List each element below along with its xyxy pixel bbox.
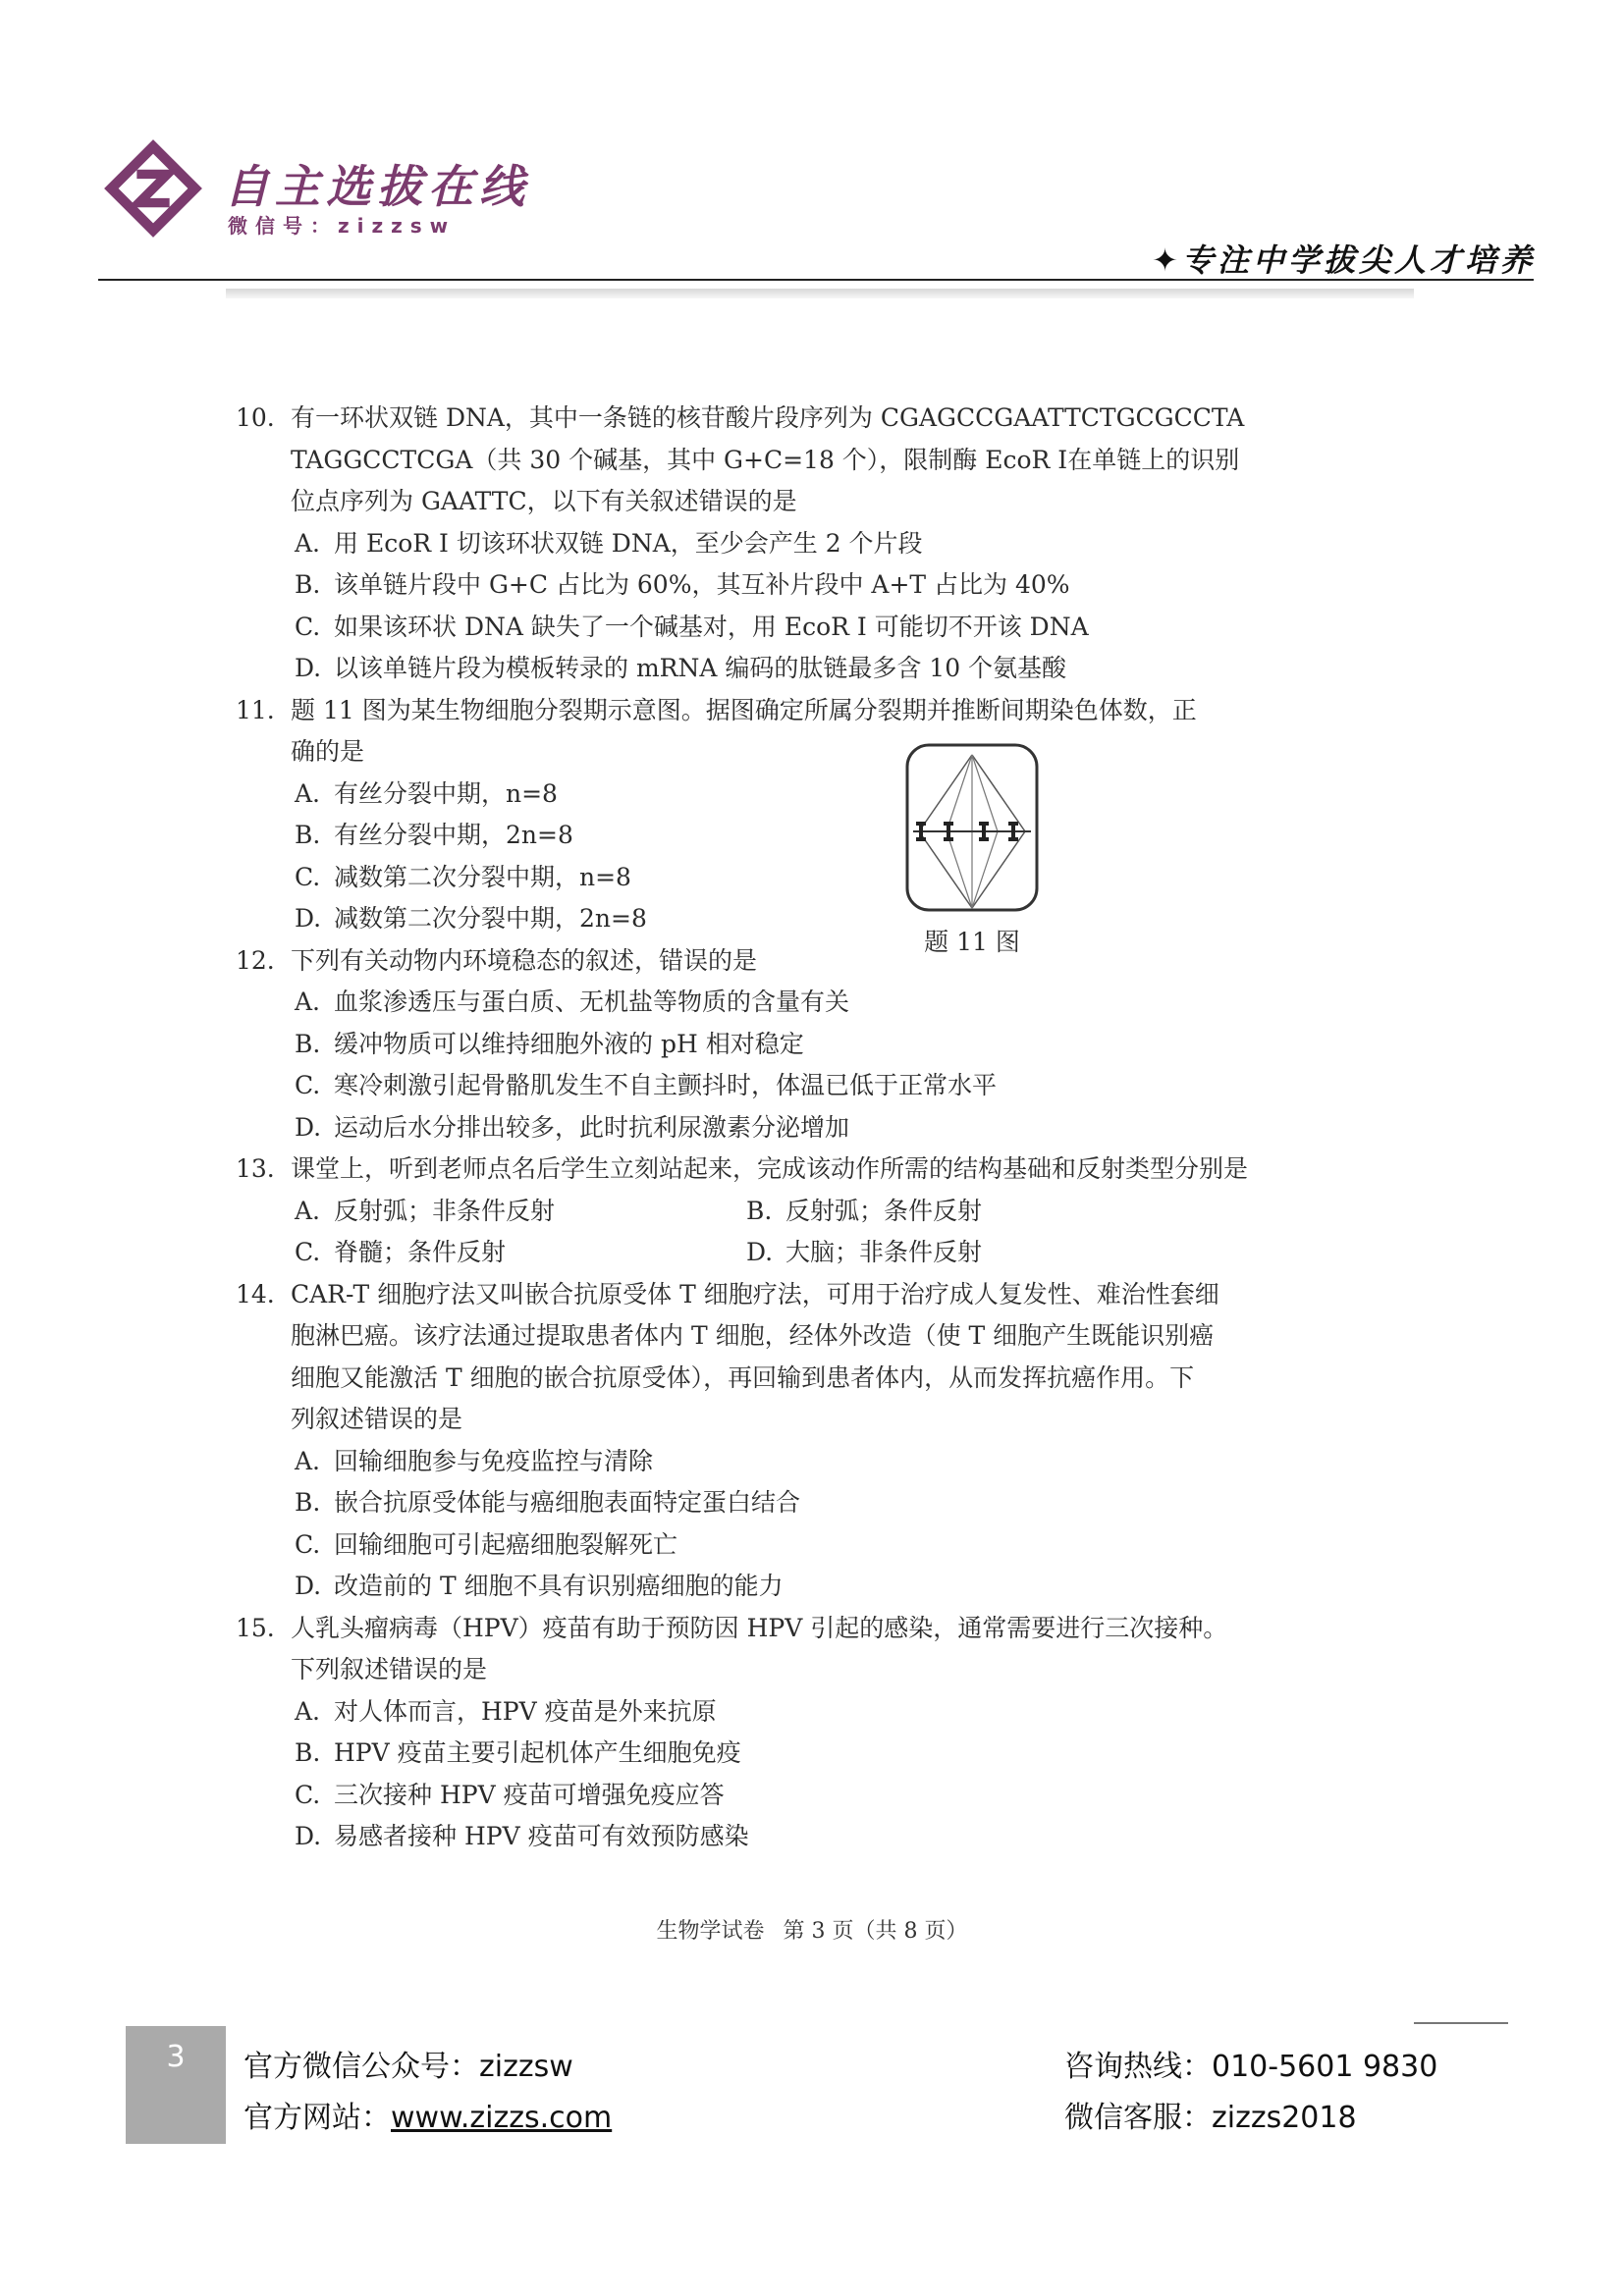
option-b: B. 嵌合抗原受体能与癌细胞表面特定蛋白结合 (295, 1488, 801, 1517)
footer-website (244, 2093, 612, 2136)
option-b: B. HPV 疫苗主要引起机体产生细胞免疫 (295, 1738, 741, 1767)
option-b: B. 该单链片段中 G+C 占比为 60%，其互补片段中 A+T 占比为 40% (295, 570, 1070, 599)
scan-shadow (226, 289, 1414, 298)
question-number: 13. (236, 1154, 275, 1183)
question-text-line: 人乳头瘤病毒（HPV）疫苗有助于预防因 HPV 引起的感染，通常需要进行三次接种。 (291, 1613, 1228, 1642)
question-number: 12. (236, 945, 275, 975)
question-text-line: 细胞又能激活 T 细胞的嵌合抗原受体），再回输到患者体内，从而发挥抗癌作用。下 (291, 1362, 1195, 1392)
option-b: B. 反射弧；条件反射 (746, 1196, 983, 1225)
footer-wechat (244, 2042, 573, 2085)
footer-hotline-label: 咨询热线： (1064, 2050, 1212, 2084)
question-number: 10. (236, 403, 275, 432)
question-text-line: TAGGCCTCGA（共 30 个碱基，其中 G+C=18 个），限制酶 EcoR Ⅰ在单链上的识别 (291, 445, 1240, 474)
figure-caption: 题 11 图 (924, 927, 1020, 956)
logo-icon (102, 137, 204, 240)
footer-website-link[interactable]: www.zizzs.com (391, 2101, 613, 2135)
question-text-line: 胞淋巴癌。该疗法通过提取患者体内 T 细胞，经体外改造（使 T 细胞产生既能识别癌 (291, 1321, 1215, 1350)
options-row (236, 1232, 1237, 1274)
footer-service-value: zizzs2018 (1212, 2101, 1357, 2135)
footer-hotline (1064, 2042, 1437, 2085)
question-number: 15. (236, 1613, 275, 1642)
question-10 (236, 398, 1245, 690)
option-a: A. 回输细胞参与免疫监控与清除 (295, 1446, 654, 1475)
page-header (0, 0, 1624, 294)
question-text-line: 课堂上，听到老师点名后学生立刻站起来，完成该动作所需的结构基础和反射类型分别是 (291, 1154, 1249, 1183)
slogan-mark-icon: ✦ (1152, 241, 1182, 279)
option-a: A. 用 EcoR Ⅰ 切该环状双链 DNA，至少会产生 2 个片段 (295, 528, 923, 558)
question-14 (236, 1274, 1237, 1608)
option-a: A. 有丝分裂中期，n=8 (295, 778, 558, 808)
option-b: B. 有丝分裂中期，2n=8 (295, 821, 573, 849)
question-text-line: 下列有关动物内环境稳态的叙述，错误的是 (291, 945, 758, 975)
exam-subject: 生物学试卷 (656, 1919, 765, 1944)
question-number: 11. (236, 695, 275, 724)
option-a: A. 反射弧；非条件反射 (295, 1196, 556, 1225)
exam-page-footer (0, 1914, 1624, 1945)
footer-website-label: 官方网站： (244, 2101, 391, 2135)
footer-wechat-value: zizzsw (479, 2050, 573, 2084)
footer-wechat-label: 官方微信公众号： (244, 2050, 479, 2084)
option-d: D. 改造前的 T 细胞不具有识别癌细胞的能力 (295, 1572, 784, 1600)
option-d: D. 运动后水分排出较多，此时抗利尿激素分泌增加 (295, 1112, 850, 1142)
question-text-line: 位点序列为 GAATTC，以下有关叙述错误的是 (291, 487, 797, 515)
question-text-line: 确的是 (291, 737, 365, 766)
question-text-line: 题 11 图为某生物细胞分裂期示意图。据图确定所属分裂期并推断间期染色体数，正 (291, 695, 1197, 724)
option-a: A. 血浆渗透压与蛋白质、无机盐等物质的含量有关 (295, 988, 850, 1016)
options-row (236, 1191, 1237, 1233)
option-c: C. 脊髓；条件反射 (295, 1238, 507, 1266)
exam-page-indicator: 第 3 页（共 8 页） (783, 1919, 968, 1944)
question-text-line: 下列叙述错误的是 (291, 1655, 488, 1683)
footer-service-label: 微信客服： (1064, 2101, 1212, 2135)
option-c: C. 寒冷刺激引起骨骼肌发生不自主颤抖时，体温已低于正常水平 (295, 1071, 998, 1099)
option-d: D. 减数第二次分裂中期，2n=8 (295, 904, 647, 933)
question-text-line: 有一环状双链 DNA，其中一条链的核苷酸片段序列为 CGAGCCGAATTCTGCGCCTA (291, 403, 1245, 432)
option-c: C. 如果该环状 DNA 缺失了一个碱基对，用 EcoR Ⅰ 可能切不开该 DNA (295, 612, 1089, 641)
header-divider (98, 279, 1534, 281)
question-15 (236, 1608, 1237, 1858)
footer-divider (1414, 2022, 1508, 2024)
question-12 (236, 940, 1237, 1149)
option-a: A. 对人体而言，HPV 疫苗是外来抗原 (295, 1696, 717, 1726)
question-number: 14. (236, 1279, 275, 1308)
question-text-line: 列叙述错误的是 (291, 1405, 463, 1433)
page-number-badge: 3 (126, 2026, 226, 2144)
footer-hotline-value: 010-5601 9830 (1212, 2050, 1438, 2084)
header-slogan: ✦专注中学拔尖人才培养 (1152, 241, 1536, 279)
option-c: C. 减数第二次分裂中期，n=8 (295, 862, 631, 891)
option-b: B. 缓冲物质可以维持细胞外液的 pH 相对稳定 (295, 1029, 804, 1058)
spindle-diagram (903, 741, 1041, 918)
logo-subtitle: 微信号：zizzsw (228, 214, 457, 238)
option-d: D. 以该单链片段为模板转录的 mRNA 编码的肽链最多含 10 个氨基酸 (295, 654, 1067, 682)
option-c: C. 三次接种 HPV 疫苗可增强免疫应答 (295, 1780, 725, 1809)
cell-division-figure (903, 741, 1041, 964)
logo-title: 自主选拔在线 (224, 160, 530, 213)
question-text-line: CAR-T 细胞疗法又叫嵌合抗原受体 T 细胞疗法，可用于治疗成人复发性、难治性套细 (291, 1279, 1219, 1308)
question-13 (236, 1148, 1249, 1274)
footer-service (1064, 2093, 1357, 2136)
question-11 (236, 690, 1237, 956)
option-d: D. 大脑；非条件反射 (746, 1238, 983, 1266)
option-c: C. 回输细胞可引起癌细胞裂解死亡 (295, 1529, 678, 1559)
option-d: D. 易感者接种 HPV 疫苗可有效预防感染 (295, 1822, 749, 1850)
exam-content (236, 398, 1249, 1858)
